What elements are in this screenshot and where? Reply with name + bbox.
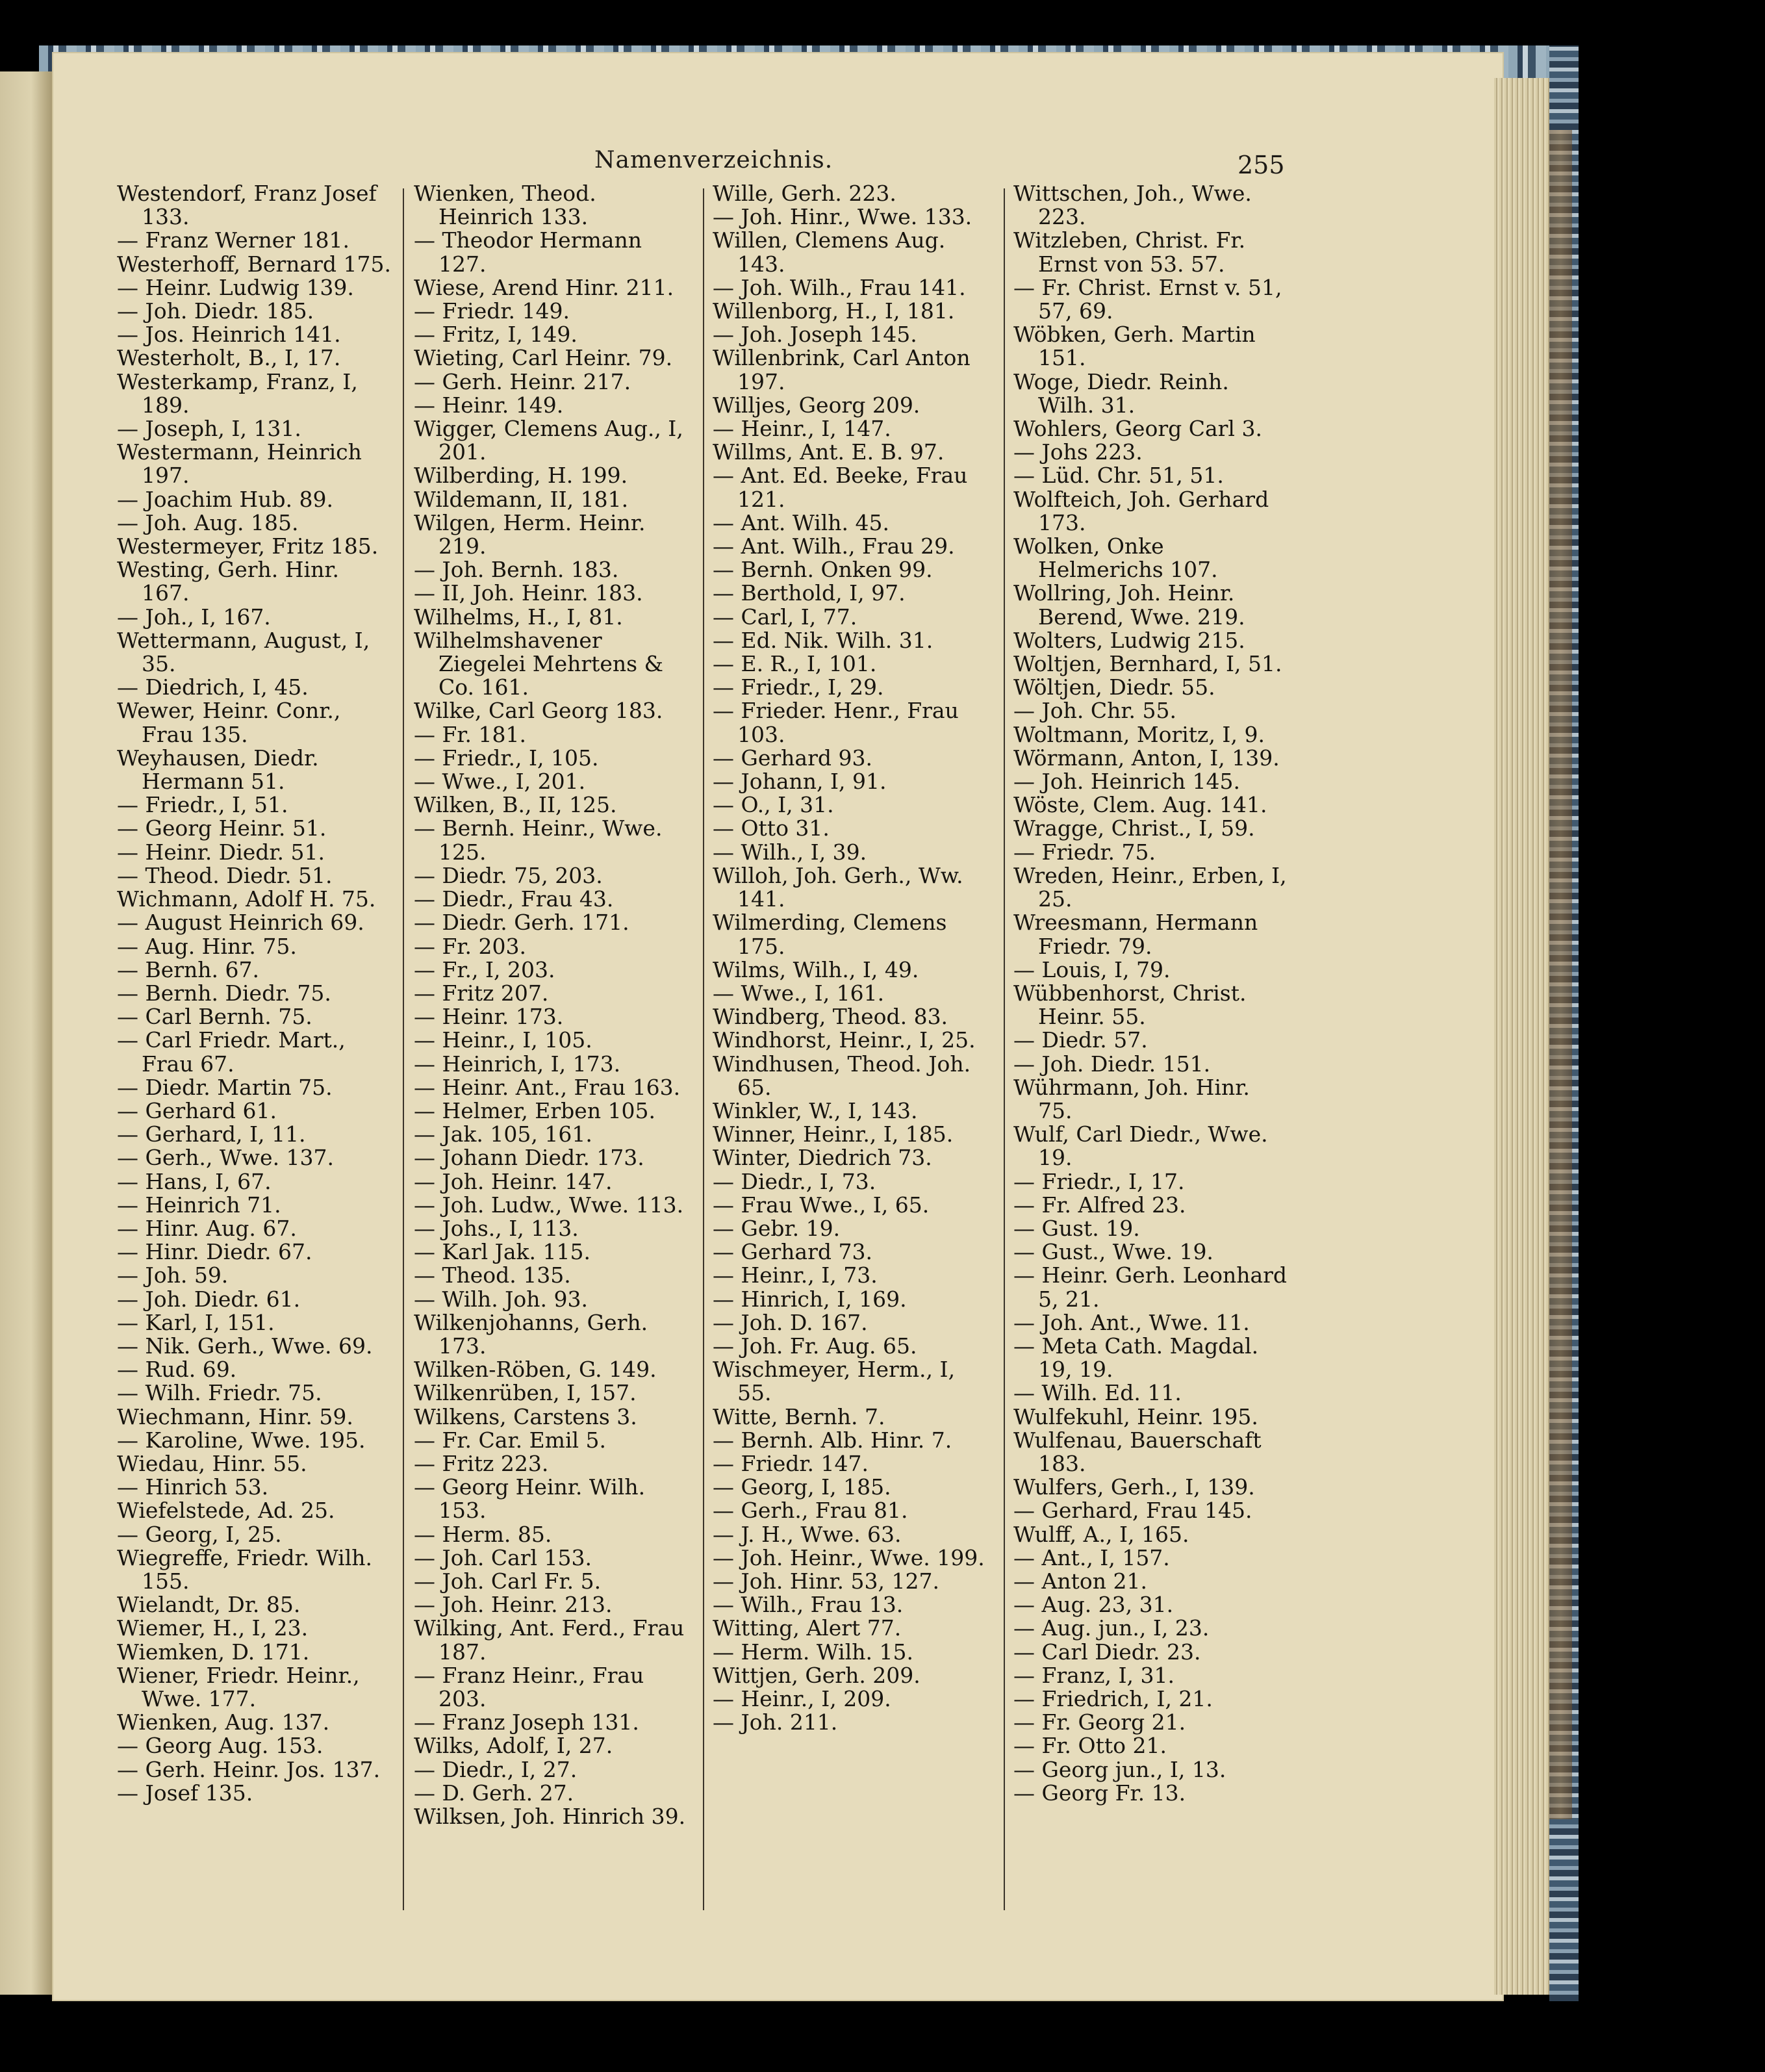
index-entry: Witzleben, Christ. Fr. Ernst von 53. 57. bbox=[1013, 227, 1246, 277]
index-entry: Wiemken, D. 171. bbox=[117, 1639, 310, 1665]
index-entry: — Joh., I, 167. bbox=[117, 604, 271, 630]
index-entry: Wührmann, Joh. Hinr. 75. bbox=[1013, 1074, 1250, 1123]
index-entry: — Franz Joseph 131. bbox=[414, 1709, 639, 1735]
index-entry: — Franz Heinr., Frau 203. bbox=[414, 1662, 644, 1711]
index-entry: — Heinrich, I, 173. bbox=[414, 1051, 621, 1077]
index-entry: — Karoline, Wwe. 195. bbox=[117, 1427, 366, 1453]
index-entry: Willenbrink, Carl Anton 197. bbox=[713, 345, 971, 394]
index-entry: — Franz, I, 31. bbox=[1013, 1662, 1175, 1688]
index-entry: — Frau Wwe., I, 65. bbox=[713, 1192, 930, 1218]
index-entry: — Johann Diedr. 173. bbox=[414, 1145, 644, 1171]
index-entry: — Georg Heinr. Wilh. 153. bbox=[414, 1474, 646, 1524]
index-entry: — Heinr. Diedr. 51. bbox=[117, 839, 325, 865]
index-entry: — Diedr. 75, 203. bbox=[414, 862, 603, 888]
index-entry: — Joh. Diedr. 61. bbox=[117, 1286, 301, 1312]
index-entry: Westendorf, Franz Josef 133. bbox=[117, 181, 377, 230]
index-entry: Wreesmann, Hermann Friedr. 79. bbox=[1013, 910, 1258, 959]
index-entry: Wulfekuhl, Heinr. 195. bbox=[1013, 1403, 1258, 1429]
index-entry: Winter, Diedrich 73. bbox=[713, 1145, 932, 1171]
index-entry: Wigger, Clemens Aug., I, 201. bbox=[414, 416, 683, 465]
index-entry: — Carl Diedr. 23. bbox=[1013, 1639, 1201, 1665]
index-entry: — Heinr., I, 105. bbox=[414, 1027, 592, 1053]
left-page-edge bbox=[0, 71, 52, 1995]
index-entry: Westerholt, B., I, 17. bbox=[117, 345, 341, 371]
index-entry: — Joh. Fr. Aug. 65. bbox=[713, 1333, 917, 1359]
index-entry: — Joh. Carl 153. bbox=[414, 1544, 592, 1570]
index-entry: — Gust., Wwe. 19. bbox=[1013, 1239, 1213, 1265]
leather-spine bbox=[1549, 130, 1572, 1819]
index-entry: — Gerhard 73. bbox=[713, 1239, 872, 1265]
index-entry: — Heinr., I, 147. bbox=[713, 416, 891, 442]
index-entry: Wöste, Clem. Aug. 141. bbox=[1013, 792, 1267, 818]
index-entry: — Bernh. Heinr., Wwe. 125. bbox=[414, 815, 663, 865]
index-entry: Weyhausen, Diedr. Hermann 51. bbox=[117, 745, 319, 795]
index-entry: Westing, Gerh. Hinr. 167. bbox=[117, 557, 339, 606]
index-entry: — Berthold, I, 97. bbox=[713, 580, 906, 606]
index-entry: — Franz Werner 181. bbox=[117, 227, 350, 253]
index-entry: — Wilh., I, 39. bbox=[713, 839, 867, 865]
index-entry: Wischmeyer, Herm., I, 55. bbox=[713, 1357, 956, 1406]
index-entry: — Nik. Gerh., Wwe. 69. bbox=[117, 1333, 373, 1359]
index-entry: — Fr. Christ. Ernst v. 51, 57, 69. bbox=[1013, 274, 1282, 324]
index-entry: — Joh. Heinr. 213. bbox=[414, 1592, 613, 1618]
index-entry: — Otto 31. bbox=[713, 815, 830, 841]
index-entry: — Ant. Ed. Beeke, Frau 121. bbox=[713, 463, 968, 512]
index-entry: Wollring, Joh. Heinr. Berend, Wwe. 219. bbox=[1013, 580, 1245, 630]
index-entry: — Aug. Hinr. 75. bbox=[117, 933, 297, 959]
index-entry: — Heinr., I, 209. bbox=[713, 1686, 891, 1711]
index-entry: — Joh. Hinr., Wwe. 133. bbox=[713, 204, 972, 230]
index-entry: — II, Joh. Heinr. 183. bbox=[414, 580, 643, 606]
index-entry: — Diedr., I, 27. bbox=[414, 1756, 578, 1782]
index-entry: — Herm. Wilh. 15. bbox=[713, 1639, 914, 1665]
index-entry: — Ant. Wilh., Frau 29. bbox=[713, 533, 955, 559]
index-entry: — Joh. Ludw., Wwe. 113. bbox=[414, 1192, 684, 1218]
index-entry: — Friedr. 75. bbox=[1013, 839, 1156, 865]
index-entry: Wolken, Onke Helmerichs 107. bbox=[1013, 533, 1218, 583]
index-entry: — Joh. Chr. 55. bbox=[1013, 698, 1176, 724]
index-entry: — Georg Aug. 153. bbox=[117, 1733, 324, 1759]
index-entry: — Gerh. Heinr. Jos. 137. bbox=[117, 1756, 381, 1782]
index-entry: — Fr. Alfred 23. bbox=[1013, 1192, 1186, 1218]
index-entry: — Aug. 23, 31. bbox=[1013, 1592, 1174, 1618]
index-entry: Willms, Ant. E. B. 97. bbox=[713, 439, 945, 465]
index-entry: — Friedr. 149. bbox=[414, 298, 570, 324]
index-entry: Wichmann, Adolf H. 75. bbox=[117, 886, 376, 912]
index-entry: — Friedr., I, 51. bbox=[117, 792, 288, 818]
index-entry: Wulfers, Gerh., I, 139. bbox=[1013, 1474, 1255, 1500]
column-rule bbox=[1004, 188, 1005, 1910]
index-entry: — Heinr. Gerh. Leonhard 5, 21. bbox=[1013, 1262, 1288, 1312]
index-entry: Wulff, A., I, 165. bbox=[1013, 1521, 1189, 1547]
index-entry: — Gerhard 93. bbox=[713, 745, 872, 771]
index-entry: — Joh. Diedr. 151. bbox=[1013, 1051, 1211, 1077]
index-entry: Wöltjen, Diedr. 55. bbox=[1013, 674, 1215, 700]
index-entry: — Hinrich 53. bbox=[117, 1474, 269, 1500]
index-entry: — Diedrich, I, 45. bbox=[117, 674, 309, 700]
index-entry: — Joseph, I, 131. bbox=[117, 416, 301, 442]
index-entry: — Heinr. 173. bbox=[414, 1004, 564, 1030]
index-entry: — Ant., I, 157. bbox=[1013, 1544, 1170, 1570]
index-entry: Wilkenrüben, I, 157. bbox=[414, 1380, 637, 1406]
index-entry: Wiedau, Hinr. 55. bbox=[117, 1450, 307, 1476]
index-entry: Wiemer, H., I, 23. bbox=[117, 1615, 309, 1641]
index-entry: — Diedr. 57. bbox=[1013, 1027, 1148, 1053]
index-entry: — Wilh. Ed. 11. bbox=[1013, 1380, 1182, 1406]
index-entry: Wiener, Friedr. Heinr., Wwe. 177. bbox=[117, 1662, 360, 1711]
index-entry: — Joh. Ant., Wwe. 11. bbox=[1013, 1309, 1250, 1335]
index-entry: Willoh, Joh. Gerh., Ww. 141. bbox=[713, 862, 963, 912]
index-entry: Wolters, Ludwig 215. bbox=[1013, 627, 1245, 653]
index-entry: — Heinrich 71. bbox=[117, 1192, 281, 1218]
index-entry: — Joachim Hub. 89. bbox=[117, 486, 333, 512]
index-entry: Wohlers, Georg Carl 3. bbox=[1013, 416, 1262, 442]
index-entry: Wewer, Heinr. Conr., Frau 135. bbox=[117, 698, 341, 747]
index-entry: Wienken, Aug. 137. bbox=[117, 1709, 330, 1735]
index-entry: Willenborg, H., I, 181. bbox=[713, 298, 955, 324]
index-entry: — Friedr. 147. bbox=[713, 1450, 869, 1476]
index-entry: — Gerhard, I, 11. bbox=[117, 1121, 306, 1147]
index-entry: — Joh. Aug. 185. bbox=[117, 509, 299, 535]
index-entry: Wieting, Carl Heinr. 79. bbox=[414, 345, 673, 371]
index-entry: — Gerhard, Frau 145. bbox=[1013, 1498, 1252, 1524]
running-header: Namenverzeichnis. bbox=[594, 147, 833, 173]
index-entry: — Hinr. Diedr. 67. bbox=[117, 1239, 312, 1265]
index-entry: — Lüd. Chr. 51, 51. bbox=[1013, 463, 1224, 489]
index-entry: — Diedr., Frau 43. bbox=[414, 886, 614, 912]
index-entry: Windhorst, Heinr., I, 25. bbox=[713, 1027, 976, 1053]
index-entry: — Theodor Hermann 127. bbox=[414, 227, 642, 277]
index-entry: — Helmer, Erben 105. bbox=[414, 1097, 656, 1123]
index-entry: Wilms, Wilh., I, 49. bbox=[713, 956, 919, 982]
index-entry: Wildemann, II, 181. bbox=[414, 486, 629, 512]
index-column-4 bbox=[1013, 182, 1289, 1805]
index-entry: Wettermann, August, I, 35. bbox=[117, 627, 370, 677]
index-entry: — Joh. Diedr. 185. bbox=[117, 298, 314, 324]
index-entry: — Diedr. Martin 75. bbox=[117, 1074, 333, 1100]
index-entry: — Fr., I, 203. bbox=[414, 956, 555, 982]
index-entry: — Hinr. Aug. 67. bbox=[117, 1215, 297, 1241]
index-entry: Wilke, Carl Georg 183. bbox=[414, 698, 663, 724]
index-entry: Wiese, Arend Hinr. 211. bbox=[414, 274, 674, 300]
index-entry: — Hinrich, I, 169. bbox=[713, 1286, 907, 1312]
index-column-1 bbox=[117, 182, 393, 1805]
index-entry: — Heinr. Ludwig 139. bbox=[117, 274, 354, 300]
index-entry: — Joh. Heinr. 147. bbox=[414, 1168, 613, 1194]
index-entry: — Gerh. Heinr. 217. bbox=[414, 368, 631, 394]
index-entry: — Carl Bernh. 75. bbox=[117, 1004, 312, 1030]
index-entry: — J. H., Wwe. 63. bbox=[713, 1521, 902, 1547]
index-entry: Wörmann, Anton, I, 139. bbox=[1013, 745, 1280, 771]
index-entry: Wulfenau, Bauerschaft 183. bbox=[1013, 1427, 1262, 1476]
index-entry: — Wwe., I, 201. bbox=[414, 769, 586, 795]
index-entry: — Joh. 59. bbox=[117, 1262, 229, 1288]
index-entry: — Bernh. Diedr. 75. bbox=[117, 980, 331, 1006]
index-entry: — Anton 21. bbox=[1013, 1568, 1147, 1594]
index-entry: — E. R., I, 101. bbox=[713, 651, 877, 677]
index-entry: — Fritz 223. bbox=[414, 1450, 549, 1476]
index-entry: — Friedrich, I, 21. bbox=[1013, 1686, 1213, 1711]
index-entry: — Wilh. Joh. 93. bbox=[414, 1286, 588, 1312]
index-entry: — Ant. Wilh. 45. bbox=[713, 509, 889, 535]
index-entry: — Louis, I, 79. bbox=[1013, 956, 1171, 982]
index-entry: — Bernh. Onken 99. bbox=[713, 557, 933, 583]
column-rule bbox=[403, 188, 404, 1910]
index-entry: — Fritz 207. bbox=[414, 980, 549, 1006]
index-entry: — Jak. 105, 161. bbox=[414, 1121, 592, 1147]
index-entry: Winner, Heinr., I, 185. bbox=[713, 1121, 954, 1147]
index-entry: Wolfteich, Joh. Gerhard 173. bbox=[1013, 486, 1269, 535]
index-entry: — Hans, I, 67. bbox=[117, 1168, 272, 1194]
index-entry: — Fr. Otto 21. bbox=[1013, 1733, 1167, 1759]
index-entry: — Aug. jun., I, 23. bbox=[1013, 1615, 1210, 1641]
index-entry: — Johann, I, 91. bbox=[713, 769, 887, 795]
index-entry: Woltjen, Bernhard, I, 51. bbox=[1013, 651, 1282, 677]
index-entry: — Jos. Heinrich 141. bbox=[117, 322, 341, 348]
index-entry: Witting, Alert 77. bbox=[713, 1615, 902, 1641]
index-entry: Wilksen, Joh. Hinrich 39. bbox=[414, 1804, 686, 1830]
index-entry: — Gust. 19. bbox=[1013, 1215, 1140, 1241]
index-entry: Wilgen, Herm. Heinr. 219. bbox=[414, 509, 646, 559]
index-entry: — Friedr., I, 105. bbox=[414, 745, 599, 771]
index-entry: Wilks, Adolf, I, 27. bbox=[414, 1733, 613, 1759]
page-edges bbox=[1494, 78, 1553, 1995]
index-entry: Wiechmann, Hinr. 59. bbox=[117, 1403, 353, 1429]
index-entry: — Josef 135. bbox=[117, 1780, 253, 1806]
index-entry: — Joh. Bernh. 183. bbox=[414, 557, 619, 583]
index-entry: Westerkamp, Franz, I, 189. bbox=[117, 368, 358, 418]
index-entry: Wilberding, H. 199. bbox=[414, 463, 628, 489]
index-entry: — Friedr., I, 29. bbox=[713, 674, 884, 700]
index-entry: Wreden, Heinr., Erben, I, 25. bbox=[1013, 862, 1287, 912]
index-entry: Wilking, Ant. Ferd., Frau 187. bbox=[414, 1615, 685, 1665]
index-entry: — Johs 223. bbox=[1013, 439, 1143, 465]
index-entry: — Georg, I, 185. bbox=[713, 1474, 891, 1500]
index-entry: Willjes, Georg 209. bbox=[713, 392, 921, 418]
index-entry: Wittschen, Joh., Wwe. 223. bbox=[1013, 181, 1252, 230]
index-entry: Wragge, Christ., I, 59. bbox=[1013, 815, 1255, 841]
index-entry: Wilkens, Carstens 3. bbox=[414, 1403, 637, 1429]
index-entry: Wilhelms, H., I, 81. bbox=[414, 604, 623, 630]
index-entry: — Wilh., Frau 13. bbox=[713, 1592, 904, 1618]
index-entry: Wübbenhorst, Christ. Heinr. 55. bbox=[1013, 980, 1247, 1030]
index-entry: — Joh. Wilh., Frau 141. bbox=[713, 274, 966, 300]
index-entry: — Bernh. 67. bbox=[117, 956, 260, 982]
index-entry: — Fritz, I, 149. bbox=[414, 322, 578, 348]
index-entry: — Gerh., Frau 81. bbox=[713, 1498, 908, 1524]
index-entry: Wille, Gerh. 223. bbox=[713, 181, 896, 206]
index-entry: — August Heinrich 69. bbox=[117, 910, 364, 936]
index-entry: Wulf, Carl Diedr., Wwe. 19. bbox=[1013, 1121, 1268, 1171]
index-entry: Wilken-Röben, G. 149. bbox=[414, 1357, 657, 1383]
index-entry: — Meta Cath. Magdal. 19, 19. bbox=[1013, 1333, 1259, 1383]
index-entry: — Georg Heinr. 51. bbox=[117, 815, 327, 841]
index-entry: Wöbken, Gerh. Martin 151. bbox=[1013, 322, 1256, 371]
index-entry: Wilkenjohanns, Gerh. 173. bbox=[414, 1309, 648, 1359]
index-entry: — Karl Jak. 115. bbox=[414, 1239, 590, 1265]
index-entry: — Joh. Joseph 145. bbox=[713, 322, 917, 348]
index-entry: — Joh. Carl Fr. 5. bbox=[414, 1568, 602, 1594]
index-entry: — Gebr. 19. bbox=[713, 1215, 841, 1241]
index-entry: — Fr. 181. bbox=[414, 721, 526, 747]
index-entry: — Wwe., I, 161. bbox=[713, 980, 885, 1006]
page-number: 255 bbox=[1238, 151, 1285, 179]
index-entry: — O., I, 31. bbox=[713, 792, 834, 818]
index-entry: Willen, Clemens Aug. 143. bbox=[713, 227, 946, 277]
index-entry: Wielandt, Dr. 85. bbox=[117, 1592, 301, 1618]
index-entry: — Gerhard 61. bbox=[117, 1097, 277, 1123]
index-entry: — Ed. Nik. Wilh. 31. bbox=[713, 627, 933, 653]
index-entry: Wilken, B., II, 125. bbox=[414, 792, 617, 818]
index-entry: — Carl, I, 77. bbox=[713, 604, 857, 630]
index-entry: — Diedr. Gerh. 171. bbox=[414, 910, 629, 936]
index-entry: — Heinr. Ant., Frau 163. bbox=[414, 1074, 681, 1100]
index-entry: — Fr. Car. Emil 5. bbox=[414, 1427, 607, 1453]
index-entry: Witte, Bernh. 7. bbox=[713, 1403, 885, 1429]
index-entry: — Fr. 203. bbox=[414, 933, 526, 959]
index-entry: — Georg Fr. 13. bbox=[1013, 1780, 1186, 1806]
index-entry: — Herm. 85. bbox=[414, 1521, 552, 1547]
index-entry: Wiegreffe, Friedr. Wilh. 155. bbox=[117, 1544, 373, 1594]
index-entry: — Joh. 211. bbox=[713, 1709, 838, 1735]
index-entry: Wilhelmshavener Ziegelei Mehrtens & Co. 161. bbox=[414, 627, 663, 700]
index-entry: — Carl Friedr. Mart., Frau 67. bbox=[117, 1027, 346, 1077]
index-entry: — Rud. 69. bbox=[117, 1357, 237, 1383]
index-entry: Westermann, Heinrich 197. bbox=[117, 439, 362, 489]
index-entry: — D. Gerh. 27. bbox=[414, 1780, 574, 1806]
index-column-3 bbox=[713, 182, 989, 1734]
index-column-2 bbox=[414, 182, 690, 1828]
index-entry: Woltmann, Moritz, I, 9. bbox=[1013, 721, 1265, 747]
index-entry: — Heinr., I, 73. bbox=[713, 1262, 878, 1288]
column-rule bbox=[703, 188, 704, 1910]
index-entry: Wittjen, Gerh. 209. bbox=[713, 1662, 921, 1688]
index-entry: Wienken, Theod. Heinrich 133. bbox=[414, 181, 596, 230]
index-entry: — Friedr., I, 17. bbox=[1013, 1168, 1185, 1194]
index-entry: — Diedr., I, 73. bbox=[713, 1168, 876, 1194]
index-entry: — Joh. Hinr. 53, 127. bbox=[713, 1568, 939, 1594]
index-entry: — Karl, I, 151. bbox=[117, 1309, 275, 1335]
index-entry: Westerhoff, Bernard 175. bbox=[117, 251, 391, 277]
index-entry: — Gerh., Wwe. 137. bbox=[117, 1145, 335, 1171]
index-entry: Wiefelstede, Ad. 25. bbox=[117, 1498, 335, 1524]
index-entry: — Georg jun., I, 13. bbox=[1013, 1756, 1226, 1782]
index-entry: — Georg, I, 25. bbox=[117, 1521, 282, 1547]
index-entry: — Bernh. Alb. Hinr. 7. bbox=[713, 1427, 952, 1453]
index-entry: — Theod. Diedr. 51. bbox=[117, 862, 333, 888]
index-entry: Wilmerding, Clemens 175. bbox=[713, 910, 947, 959]
index-entry: — Wilh. Friedr. 75. bbox=[117, 1380, 322, 1406]
index-entry: Winkler, W., I, 143. bbox=[713, 1097, 918, 1123]
index-entry: Windhusen, Theod. Joh. 65. bbox=[713, 1051, 971, 1100]
index-entry: — Joh. D. 167. bbox=[713, 1309, 868, 1335]
index-entry: — Theod. 135. bbox=[414, 1262, 571, 1288]
index-entry: Woge, Diedr. Reinh. Wilh. 31. bbox=[1013, 368, 1229, 418]
index-entry: — Fr. Georg 21. bbox=[1013, 1709, 1186, 1735]
index-entry: Westermeyer, Fritz 185. bbox=[117, 533, 379, 559]
index-entry: — Joh. Heinrich 145. bbox=[1013, 769, 1240, 795]
index-entry: — Johs., I, 113. bbox=[414, 1215, 579, 1241]
index-entry: — Frieder. Henr., Frau 103. bbox=[713, 698, 959, 747]
index-entry: — Heinr. 149. bbox=[414, 392, 564, 418]
index-entry: Windberg, Theod. 83. bbox=[713, 1004, 948, 1030]
index-entry: — Joh. Heinr., Wwe. 199. bbox=[713, 1544, 985, 1570]
